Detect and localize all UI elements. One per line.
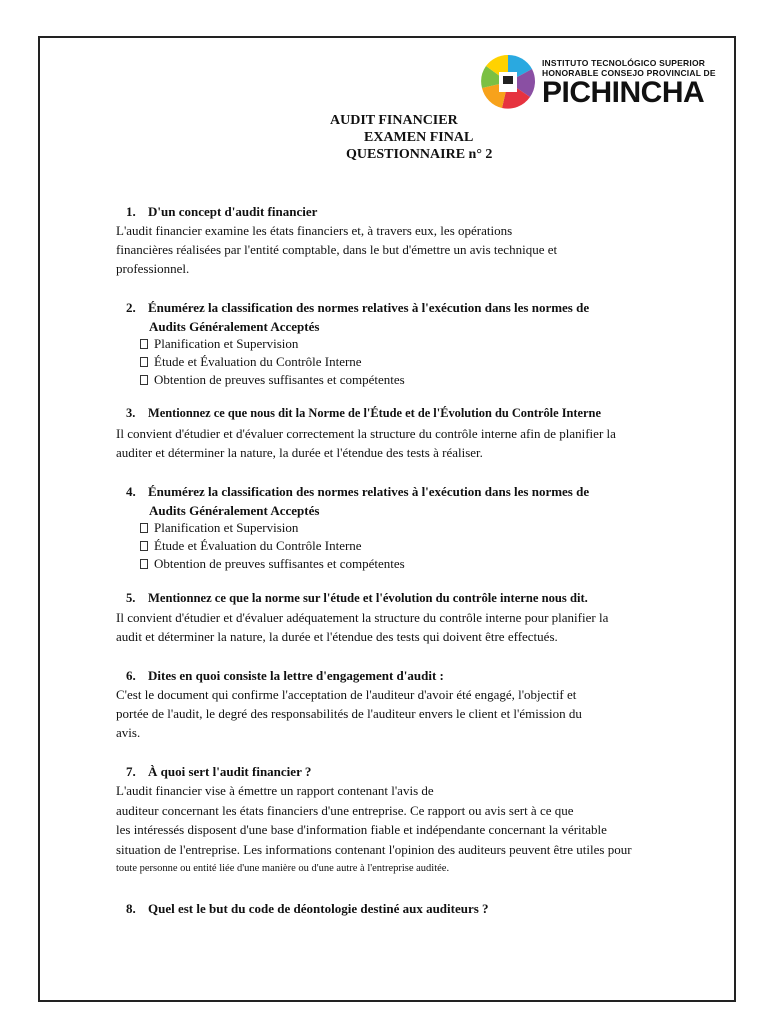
doc-questionnaire: QUESTIONNAIRE n° 2 — [346, 147, 493, 162]
answer-7-line-2: auditeur concernant les états financiers d'une entreprise. Ce rapport ou avis sert à ce que — [116, 803, 574, 818]
question-5-title: 5. Mentionnez ce que la norme sur l'étude et l'évolution du contrôle interne nous dit. — [126, 591, 588, 605]
answer-6-line-3: avis. — [116, 725, 141, 740]
answer-1-line-3: professionnel. — [116, 261, 190, 276]
q4-item-3: Obtention de preuves suffisantes et compétentes — [140, 555, 405, 573]
answer-5-line-2: audit et déterminer la nature, la durée et l'étendue des tests qui doivent être effectués. — [116, 629, 558, 644]
doc-subtitle: EXAMEN FINAL — [364, 130, 474, 145]
checkbox-icon — [140, 541, 148, 551]
question-3-title: 3. Mentionnez ce que nous dit la Norme de l'Étude et de l'Évolution du Contrôle Interne — [126, 406, 601, 420]
checkbox-icon — [140, 357, 148, 367]
answer-3-line-2: auditer et déterminer la nature, la durée et l'étendue des tests à réaliser. — [116, 445, 483, 460]
question-6-title: 6. Dites en quoi consiste la lettre d'engagement d'audit : — [126, 668, 444, 683]
checkbox-icon — [140, 375, 148, 385]
question-7-title: 7. À quoi sert l'audit financier ? — [126, 764, 312, 779]
logo-line-3: PICHINCHA — [542, 76, 705, 109]
logo-line-1: INSTITUTO TECNOLÓGICO SUPERIOR — [542, 58, 706, 68]
checkbox-icon — [140, 559, 148, 569]
q2-item-2: Étude et Évaluation du Contrôle Interne — [140, 353, 362, 371]
q4-item-1: Planification et Supervision — [140, 519, 298, 537]
q2-item-3: Obtention de preuves suffisantes et compétentes — [140, 371, 405, 389]
answer-6-line-2: portée de l'audit, le degré des responsabilités de l'auditeur envers le client et l'émission du — [116, 706, 582, 721]
question-8-title: 8. Quel est le but du code de déontologie destiné aux auditeurs ? — [126, 901, 489, 916]
institute-logo — [480, 52, 730, 112]
question-2-title: 2. Énumérez la classification des normes relatives à l'exécution dans les normes de — [126, 300, 590, 315]
logo-line-2: HONORABLE CONSEJO PROVINCIAL DE — [542, 68, 716, 78]
question-4-title: 4. Énumérez la classification des normes relatives à l'exécution dans les normes de — [126, 484, 590, 499]
question-1-title: 1. D'un concept d'audit financier — [126, 204, 318, 219]
checkbox-icon — [140, 523, 148, 533]
answer-7-line-1: L'audit financier vise à émettre un rapport contenant l'avis de — [116, 783, 434, 798]
answer-1-line-1: L'audit financier examine les états financiers et, à travers eux, les opérations — [116, 223, 513, 238]
answer-7-line-3: les intéressés disposent d'une base d'information fiable et indépendante concernant la véritable — [116, 822, 607, 837]
doc-title: AUDIT FINANCIER — [330, 113, 458, 128]
answer-3-line-1: Il convient d'étudier et d'évaluer correctement la structure du contrôle interne afin de planifier la — [116, 426, 616, 441]
answer-7-line-4: situation de l'entreprise. Les informations contenant l'opinion des auditeurs peuvent être utiles pour — [116, 842, 632, 857]
answer-6-line-1: C'est le document qui confirme l'acceptation de l'auditeur d'avoir été engagé, l'objectif et — [116, 687, 577, 702]
pichincha-logo-icon — [480, 52, 536, 112]
question-2-title-cont: Audits Généralement Acceptés — [149, 319, 320, 334]
checkbox-icon — [140, 339, 148, 349]
answer-7-line-5: toute personne ou entité liée d'une manière ou d'une autre à l'entreprise auditée. — [116, 863, 450, 874]
answer-5-line-1: Il convient d'étudier et d'évaluer adéquatement la structure du contrôle interne pour planifier la — [116, 610, 609, 625]
q2-item-1: Planification et Supervision — [140, 335, 298, 353]
question-4-title-cont: Audits Généralement Acceptés — [149, 503, 320, 518]
answer-1-line-2: financières réalisées par l'entité comptable, dans le but d'émettre un avis technique et — [116, 242, 558, 257]
q4-item-2: Étude et Évaluation du Contrôle Interne — [140, 537, 362, 555]
